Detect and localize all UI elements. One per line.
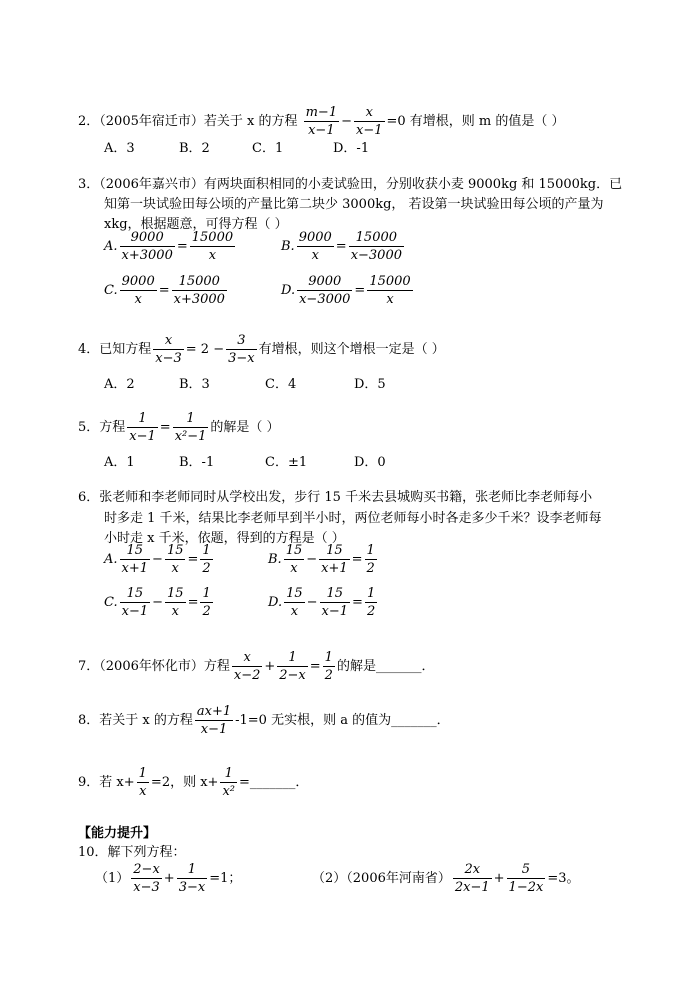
q6-line-2: 时多走 1 千米，结果比李老师早到半小时，两位老师每小时各走多少千米？设李老师每 — [104, 511, 602, 526]
q2-fraction-1: $\frac{m-1}{x-1}$ — [305, 105, 338, 138]
q3-choice-c: C. $\frac{9000}{x}$ = $\frac{15000}{x+3000}$ — [104, 274, 225, 307]
q6-line-1: 6．张老师和李老师同时从学校出发，步行 15 千米去县城购买书籍，张老师比李老师每小 — [78, 490, 593, 505]
q3-line-3: xkg，根据题意，可得方程（ ） — [104, 217, 288, 232]
q2-fraction-2: $\frac{x}{x-1}$ — [356, 105, 383, 138]
question-4: 4．已知方程 $\frac{x}{x-3}$ = 2 − $\frac{3}{3-x}$ 有增根，则这个增根一定是（ ） — [78, 333, 445, 366]
q2-option-c: C．1 — [252, 141, 284, 156]
q3-line-2: 知第一块试验田每公顷的产量比第二块少 3000kg， 若设第一块试验田每公顷的产量为 — [104, 197, 604, 212]
q3-choice-d: D. $\frac{9000}{x-3000}$ = $\frac{15000}{x}$ — [281, 274, 411, 307]
q5-option-a: A．1 — [104, 455, 135, 470]
q2-prefix: 2．（2005年宿迁市）若关于 x 的方程 — [78, 114, 298, 129]
q4-option-b: B．3 — [179, 377, 210, 392]
q5-option-d: D．0 — [354, 455, 386, 470]
question-7: 7．（2006年怀化市）方程 $\frac{x}{x-2}$ + $\frac{1}{2-x}$ = $\frac{1}{2}$ 的解是_______． — [78, 650, 435, 683]
q10-part-1: （1） $\frac{2-x}{x-3}$ + $\frac{1}{3-x}$ =1； — [95, 862, 242, 895]
q10-title: 10．解下列方程： — [78, 845, 186, 860]
q6-line-3: 小时走 x 千米，依题，得到的方程是（ ） — [104, 531, 345, 546]
q6-choice-c: C. $\frac{15}{x-1}$ − $\frac{15}{x}$ = $\frac{1}{2}$ — [104, 586, 211, 619]
q3-line-1: 3．（2006年嘉兴市）有两块面积相同的小麦试验田，分别收获小麦 9000kg 和 15000kg．已 — [78, 177, 623, 192]
question-5: 5．方程 $\frac{1}{x-1}$ = $\frac{1}{\text{x²−1}}$ 的解是（ ） — [78, 411, 280, 444]
q6-choice-b: B. $\frac{15}{x}$ − $\frac{15}{x+1}$ = $\frac{1}{2}$ — [268, 543, 375, 576]
question-2: 2．（2005年宿迁市）若关于 x 的方程 $\frac{m-1}{x-1}$ − $\frac{x}{x-1}$ =0 有增根，则 m 的值是（ ） — [78, 105, 565, 138]
q3-choice-b: B. $\frac{9000}{x}$ = $\frac{15000}{x-3000}$ — [281, 230, 402, 263]
q6-choice-d: D. $\frac{15}{x}$ − $\frac{15}{x-1}$ = $\frac{1}{2}$ — [268, 586, 376, 619]
q2-option-d: D．-1 — [333, 141, 370, 156]
q4-option-d: D．5 — [354, 377, 386, 392]
q4-option-c: C．4 — [265, 377, 297, 392]
q3-choice-a: A. $\frac{9000}{x+3000}$ = $\frac{15000}{x}$ — [104, 230, 234, 263]
q2-suffix: =0 有增根，则 m 的值是（ ） — [386, 114, 565, 129]
q10-part-2: （2）（2006年河南省） $\frac{2x}{2x-1}$ + $\frac{5}{1-2x}$ =3。 — [312, 862, 580, 895]
q2-option-a: A．3 — [104, 141, 135, 156]
q2-option-b: B．2 — [179, 141, 210, 156]
question-8: 8．若关于 x 的方程 $\frac{ax+1}{x-1}$ -1=0 无实根，则 a 的值为_______． — [78, 704, 450, 737]
q5-option-c: C．±1 — [265, 455, 308, 470]
question-9: 9．若 x+ $\frac{1}{x}$ =2，则 x+ $\frac{1}{\text{x²}}$ =_______． — [78, 766, 309, 799]
q5-option-b: B．-1 — [179, 455, 215, 470]
section-title: 【能力提升】 — [78, 826, 157, 841]
q4-option-a: A．2 — [104, 377, 135, 392]
q6-choice-a: A. $\frac{15}{x+1}$ − $\frac{15}{x}$ = $\frac{1}{2}$ — [104, 543, 211, 576]
